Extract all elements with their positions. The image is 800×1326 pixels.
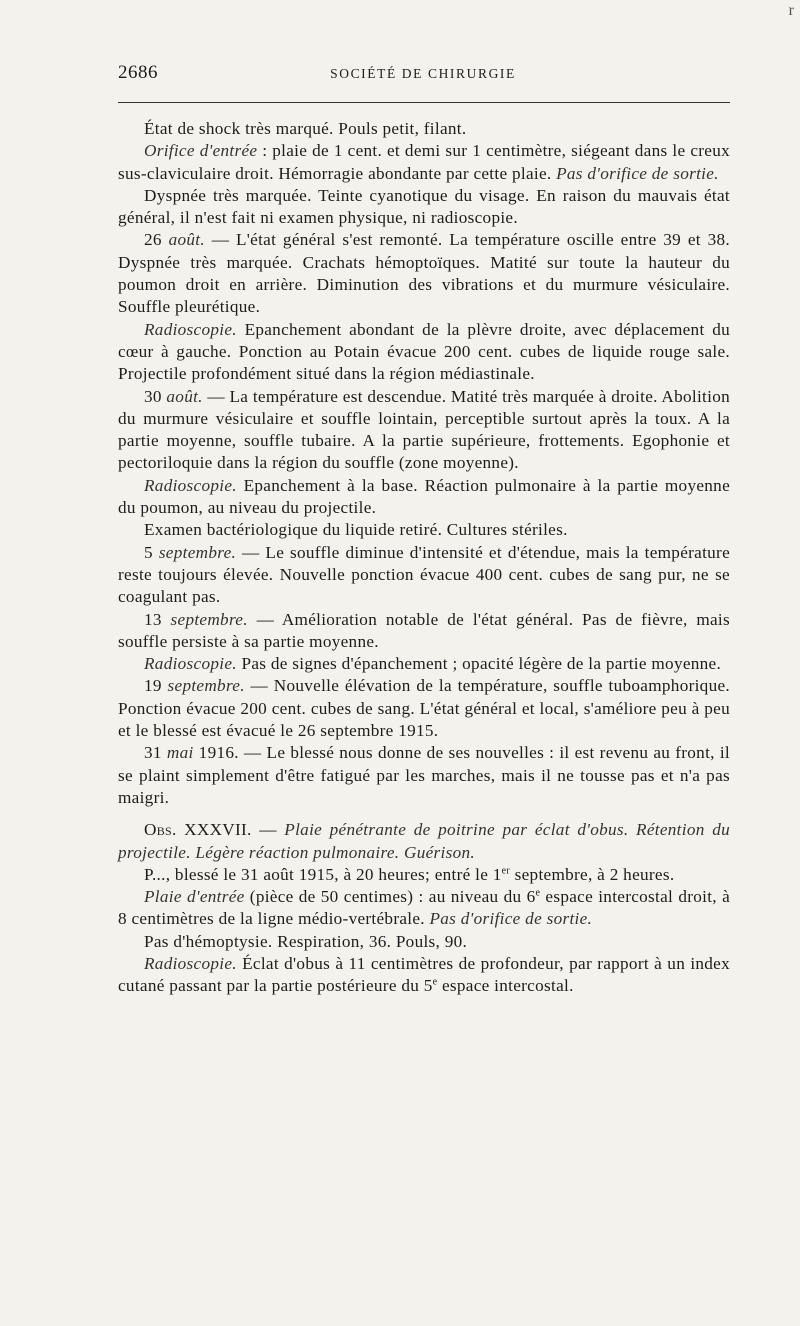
- paragraph: 13 septembre. — Amélioration notable de l'état général. Pas de fièvre, mais souffle persiste à sa partie moyenne.: [118, 609, 730, 651]
- paragraph: 31 mai 1916. — Le blessé nous donne de ses nouvelles : il est revenu au front, il se plaint simplement d'être fatigué par les marches, mais il ne tousse pas et n'a pas maigri.: [118, 743, 730, 807]
- paragraph: Examen bactériologique du liquide retiré. Cultures stériles.: [144, 520, 568, 540]
- corner-mark: r: [788, 2, 794, 19]
- body-text: [118, 118, 730, 998]
- paragraph: Radioscopie. Epanchement abondant de la plèvre droite, avec déplacement du cœur à gauche. Ponction au Potain évacue 200 cent. cubes de liquide rouge sale. Projectile profondément situé dans la région médiastinale.: [118, 319, 730, 384]
- paragraph: 26 août. — L'état général s'est remonté. La température oscille entre 39 et 38. Dyspnée très marquée. Crachats hémoptoïques. Matité sur toute la hauteur du poumon droit en arrière. Diminution des vibrations et du murmure vésiculaire. Souffle pleurétique.: [118, 230, 730, 317]
- page-number: 2686: [118, 62, 158, 83]
- observation-heading: Obs. XXXVII. — Plaie pénétrante de poitrine par éclat d'obus. Rétention du projectile. Légère réaction pulmonaire. Guérison.: [118, 820, 730, 862]
- paragraph: État de shock très marqué. Pouls petit, filant.: [144, 119, 467, 138]
- paragraph: Radioscopie. Pas de signes d'épanchement ; opacité légère de la partie moyenne.: [144, 654, 722, 674]
- paragraph: 30 août. — La température est descendue. Matité très marquée à droite. Abolition du murmure vésiculaire et souffle lointain, perceptible surtout après la toux. A la partie moyenne, souffle tubaire. A la partie supérieure, frottements. Egophonie et pectoriloquie dans la région du souffle (zone moyenne).: [118, 386, 730, 473]
- running-title: SOCIÉTÉ DE CHIRURGIE: [330, 66, 516, 81]
- paragraph: Radioscopie. Éclat d'obus à 11 centimètres de profondeur, par rapport à un index cutané passant par la partie postérieure du 5e espace intercostal.: [118, 953, 730, 996]
- paragraph: Pas d'hémoptysie. Respiration, 36. Pouls, 90.: [144, 931, 468, 951]
- page-header: [118, 62, 728, 90]
- paragraph: 19 septembre. — Nouvelle élévation de la température, souffle tuboamphorique. Ponction évacue 200 cent. cubes de sang. L'état général et local, s'améliore peu à peu et le blessé est évacué le 26 septembre 1915.: [118, 676, 730, 741]
- paragraph: Dyspnée très marquée. Teinte cyanotique du visage. En raison du mauvais état général, il n'est fait ni examen physique, ni radioscopie.: [118, 185, 730, 228]
- paragraph: Radioscopie. Epanchement à la base. Réaction pulmonaire à la partie moyenne du poumon, au niveau du projectile.: [118, 475, 730, 518]
- header-rule: [118, 102, 730, 103]
- paragraph: Orifice d'entrée : plaie de 1 cent. et demi sur 1 centimètre, siégeant dans le creux sus-claviculaire droit. Hémorragie abondante par cette plaie. Pas d'orifice de sortie.: [118, 141, 730, 183]
- paragraph: P..., blessé le 31 août 1915, à 20 heures; entré le 1er septembre, à 2 heures.: [144, 864, 675, 884]
- paragraph: Plaie d'entrée (pièce de 50 centimes) : au niveau du 6e espace intercostal droit, à 8 centimètres de la ligne médio-vertébrale. Pas d'orifice de sortie.: [118, 887, 731, 929]
- paragraph: 5 septembre. — Le souffle diminue d'intensité et d'étendue, mais la température reste toujours élevée. Nouvelle ponction évacue 400 cent. cubes de sang pur, ne se coagulant pas.: [118, 542, 730, 607]
